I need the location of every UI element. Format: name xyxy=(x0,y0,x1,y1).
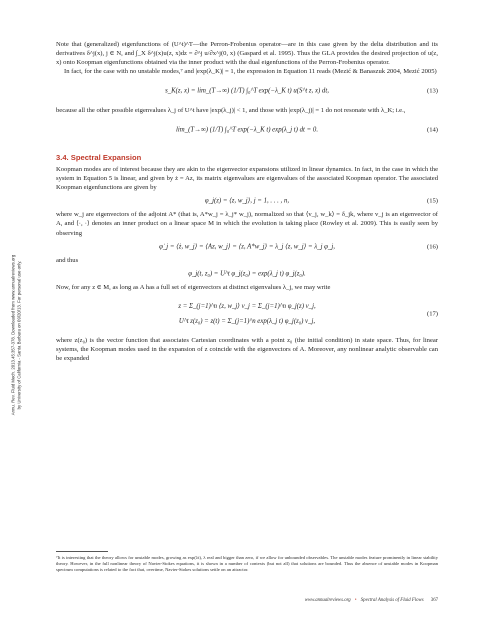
download-notice-line-2: by University of California - Santa Barbara on 09/20/13. For personal use only. xyxy=(16,260,21,410)
download-notice-line-1: Annu. Rev. Fluid Mech. 2013.45:357-378. Downloaded from www.annualreviews.org xyxy=(10,254,16,416)
section-paragraph-2: where w_j are eigenvectors of the adjoint A* (that is, A*w_j = λ_j* w_j), normalized so that ⟨v_j, w_k⟩ = δ_jk, where v_j is an eigenvector of A, and ⟨·, ·⟩ denotes an inner product on a linear space M in which the evolution is taking place (Rowley et al. 2009). This is easily seen by observing xyxy=(56,211,438,237)
and-thus-text: and thus xyxy=(56,256,79,264)
footnote-rule xyxy=(56,551,108,552)
equation-17 xyxy=(56,294,438,334)
section-paragraph-4: where z(z₀) is the vector function that associates Cartesian coordinates with a point z₀ (the initial condition) in state space. Thus, for linear systems, the Koopman modes used in the expansion of z coincide with the eigenvectors of A. Moreover, any nonlinear analytic observable can be expanded xyxy=(56,336,438,362)
section-heading: 3.4. Spectral Expansion xyxy=(56,153,142,163)
equation-16b xyxy=(56,267,438,281)
equation-16-number: (16) xyxy=(427,243,438,251)
equation-16-expression: φ̇_j = ⟨ż, w_j⟩ = ⟨Az, w_j⟩ = ⟨z, A*w_j⟩ = λ_j ⟨z, w_j⟩ = λ_j φ_j, xyxy=(159,243,335,251)
equation-16 xyxy=(56,240,438,254)
download-notice-sidebar xyxy=(4,210,28,460)
equation-14-number: (14) xyxy=(427,126,438,134)
equation-17-expression xyxy=(56,302,438,326)
download-notice-text xyxy=(10,210,21,460)
footer-separator: • xyxy=(354,598,357,603)
intro-paragraph-1: Note that (generalized) eigenfunctions of (U^t)^T—the Perron-Frobenius operator—are in this case given by the delta distribution and its derivatives δ^j(x), j ∈ N, and ∫_X δ^j(x)u(z, x)dz = ∂^j u/∂x^j(0, x) (Gaspard et al. 1995). Thus the GLA provides the desired projection of u(z, x) onto Koopman eigenfunctions obtained via the inner product with the dual eigenfunctions of the Perron-Frobenius operator. xyxy=(56,41,438,67)
section-paragraph-1: Koopman modes are of interest because they are akin to the eigenvector expansions utilized in linear dynamics. In fact, in the case in which the system in Equation 5 is linear, and given by ż = Az, its matrix eigenvalues are eigenvalues of the associated Koopman operator. The associated Koopman eigenfunctions are given by xyxy=(56,166,438,192)
equation-14-expression: lim_(T→∞) (1/T) ∫₀^T exp(−λ_K t) exp(λ_j t) dt = 0. xyxy=(175,126,319,134)
main-text-column xyxy=(56,40,438,363)
equation-17-line-2: U^t z(z₀) = z(t) = Σ_(j=1)^n exp(λ_j t) φ_j(z₀) v_j, xyxy=(178,317,316,325)
intro-paragraph-2: In fact, for the case with no unstable modes,⁷ and |exp(λ_K)| = 1, the expression in Equation 11 reads (Mezić & Banaszuk 2004, Mezić 2005) xyxy=(64,68,437,76)
equation-13 xyxy=(56,78,438,104)
equation-14 xyxy=(56,117,438,143)
equation-15-number: (15) xyxy=(427,197,438,205)
equation-15-expression: φ_j(z) = ⟨z, w_j⟩, j = 1, . . . , n, xyxy=(204,197,290,205)
equation-17-line-1: z = Σ_(j=1)^n ⟨z, w_j⟩ v_j = Σ_(j=1)^n φ_j(z) v_j, xyxy=(178,302,316,310)
equation-17-number: (17) xyxy=(427,310,438,318)
footer-url[interactable]: www.annualreviews.org xyxy=(304,598,351,603)
equation-15 xyxy=(56,194,438,208)
paragraph-after-eq13: because all the other possible eigenvalues λ_j of U^t have |exp(λ_j)| < 1, and those with |exp(λ_j)| = 1 do not resonate with λ_K; i.e., xyxy=(56,107,406,115)
equation-16b-expression: φ_j(t, z₀) = U^t φ_j(z₀) = exp(λ_j t) φ_j(z₀). xyxy=(188,270,306,278)
footer-journal-title: Spectral Analysis of Fluid Flows xyxy=(360,598,424,603)
footnote-7: ⁷It is interesting that the theory allows for unstable modes, growing as exp(λt), λ real and bigger than zero, if we allow for unbounded observables. The unstable modes feature prominently in linear stability theory. However, in the full nonlinear theory of Navier-Stokes equations, it is shown in a number of contexts (but not all) that solutions are bounded. Thus the absence of unstable modes in Koopman spectrum computations is related to the fact that, overtime, Navier-Stokes solutions settle on an attractor. xyxy=(56,555,438,572)
section-paragraph-3: Now, for any z ∈ M, as long as A has a full set of eigenvectors at distinct eigenvalues λ_j, we may write xyxy=(56,283,331,291)
equation-13-number: (13) xyxy=(427,87,438,95)
running-footer xyxy=(56,598,438,603)
equation-13-expression: s_K(z, x) = lim_(T→∞) (1/T) ∫₀^T exp(−λ_K t) u(S^t z, x) dt, xyxy=(165,87,329,95)
page-number: 367 xyxy=(430,598,438,603)
